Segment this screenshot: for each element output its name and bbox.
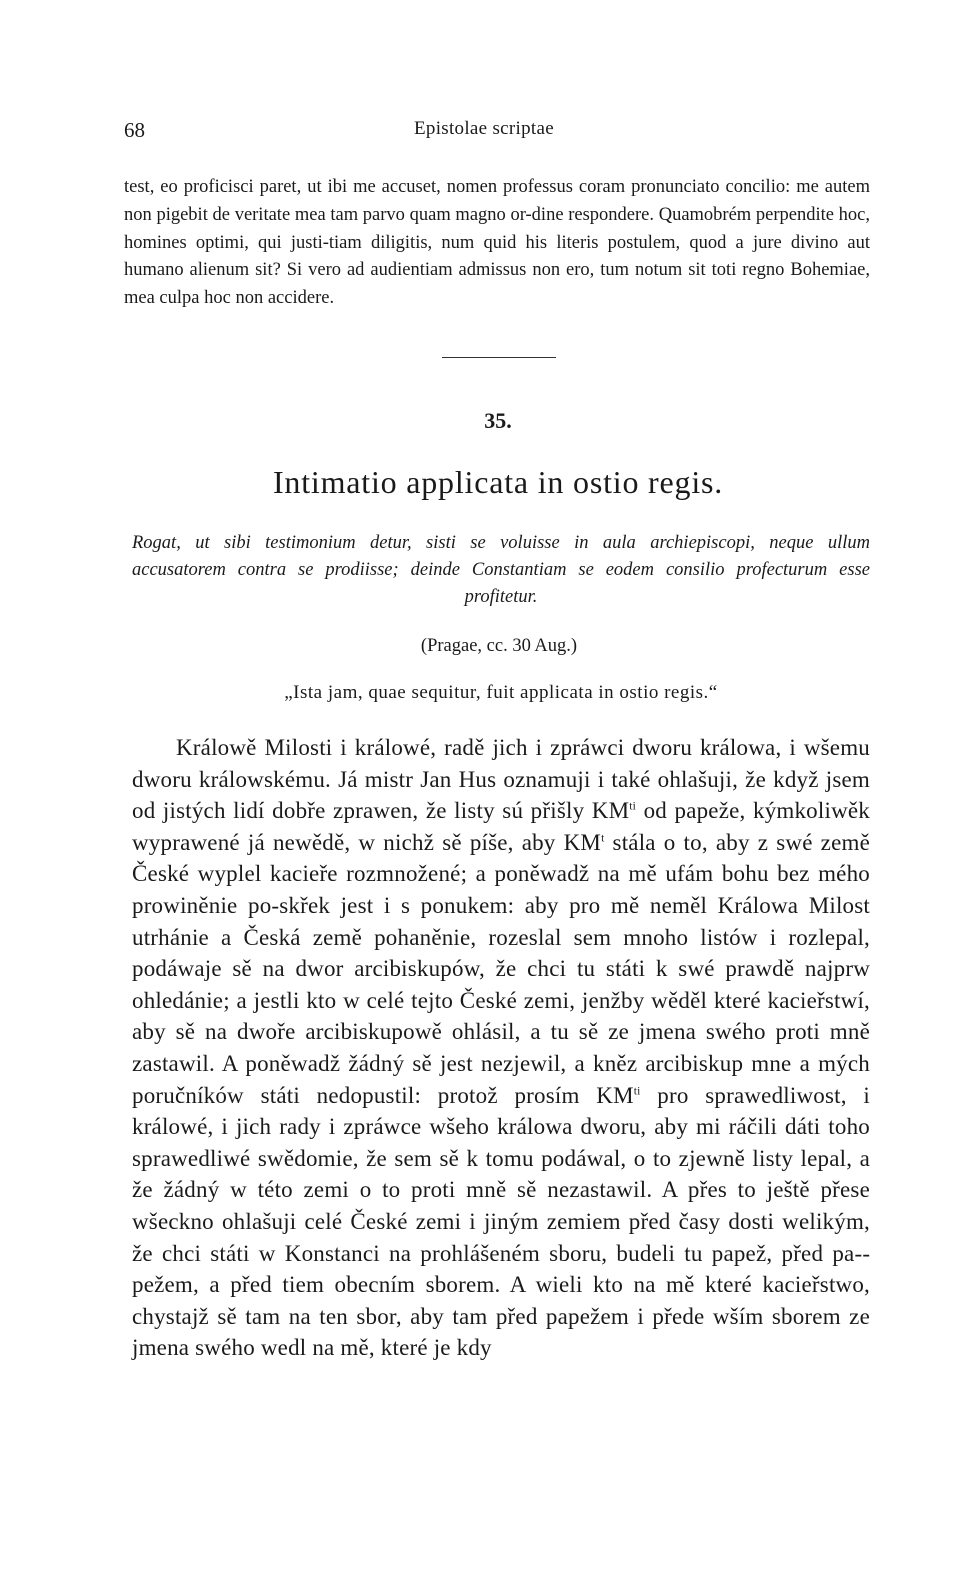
letter-caption: „Ista jam, quae sequitur, fuit applicata in ostio regis.“ xyxy=(284,682,718,703)
letter-summary: Rogat, ut sibi testimonium detur, sisti se voluisse in aula archiepiscopi, neque ullum accusatorem contra se prodiisse; deinde Constantiam se eodem consilio profecturum esse profitetur. xyxy=(132,533,870,607)
previous-letter-ending xyxy=(124,174,870,313)
letter-number: 35. xyxy=(484,408,512,433)
body-text: od papeže, kýmkoliwěk wyprawené já newědě, w nichž sě píše, aby KM xyxy=(132,798,870,855)
page-number: 68 xyxy=(124,118,145,142)
letter-body xyxy=(132,732,870,1364)
letter-title: Intimatio applicata in ostio regis. xyxy=(272,464,724,500)
body-text: Králowě Milosti i králowé, radě jich i zpráwci dworu králowa, i wšemu dworu králowskému. Já mistr Jan Hus oznamuji i také ohlašuji, že když jsem od jistých lidí dobře zprawen, že listy sú přišly KM xyxy=(132,735,870,824)
superscript: ti xyxy=(633,1084,641,1097)
superscript: ti xyxy=(629,800,637,813)
letter-dateline: (Pragae, cc. 30 Aug.) xyxy=(420,636,578,656)
section-divider xyxy=(442,357,556,358)
letter-body-paragraph xyxy=(132,732,870,1364)
running-head xyxy=(124,118,870,148)
previous-letter-paragraph: test, eo proficisci paret, ut ibi me accuset, nomen professus coram pronunciato concilio: me autem non pigebit de veritate mea tam parvo quam magno or-dine respondere. Quamobrém perpendite hoc, homines optimi, qui justi-tiam diligitis, num quid his literis postulem, quod a jure divino aut humano alienum sit? Si vero ad audientiam admissus non ero, tum notum sit toti regno Bohemiae, mea culpa hoc non accidere. xyxy=(124,177,870,309)
body-text: stála o to, aby z swé země České wyplel kacieře rozmnožené; a poněwadž na mě ufám bohu bez mého prowiněnie po-skřek jest i s ponukem: aby pro mě neměl Králowa Milost utrhánie a Česká země pohaněnie, rozeslal sem mnoho listów i rozlepal, podáwaje sě na dwor arcibiskupów, že chci tu státi k swé prawdě najprw ohledánie; a jestli kto w celé tejto České zemi, jenžby wěděl které kacieřstwí, aby sě na dwoře arcibiskupowě ohlásil, a tu sě ze jmena swého proti mně zastawil. A poněwadž žádný sě jest nezjewil, a kněz arcibiskup mne a mých poručníków státi nedopustil: protož prosím KM xyxy=(132,829,870,1108)
body-text: pro sprawedliwost, i králowé, i jich rady i zpráwce wšeho králowa dworu, aby mi ráčili dáti toho sprawedliwé swědomie, že sem sě k tomu podáwal, o to zjewně listy lepal, a že žádný w této zemi o to proti mně sě nezastawil. A přes to ještě přese wšeckno ohlašuji celé České zemi i jiným zemiem před časy dosti welikým, že chci státi w Konstanci na prohlášeném sboru, budeli tu papež, před pa-pežem, a před tiem obecním sborem. A wieli kto na mě které kacieřstwo, chystajž sě tam na ten sbor, aby tam před papežem i přede wším sborem ze jmena swého wedl na mě, které je kdy xyxy=(132,1082,870,1361)
superscript: t xyxy=(601,832,605,845)
running-title: Epistolae scriptae xyxy=(414,118,554,139)
